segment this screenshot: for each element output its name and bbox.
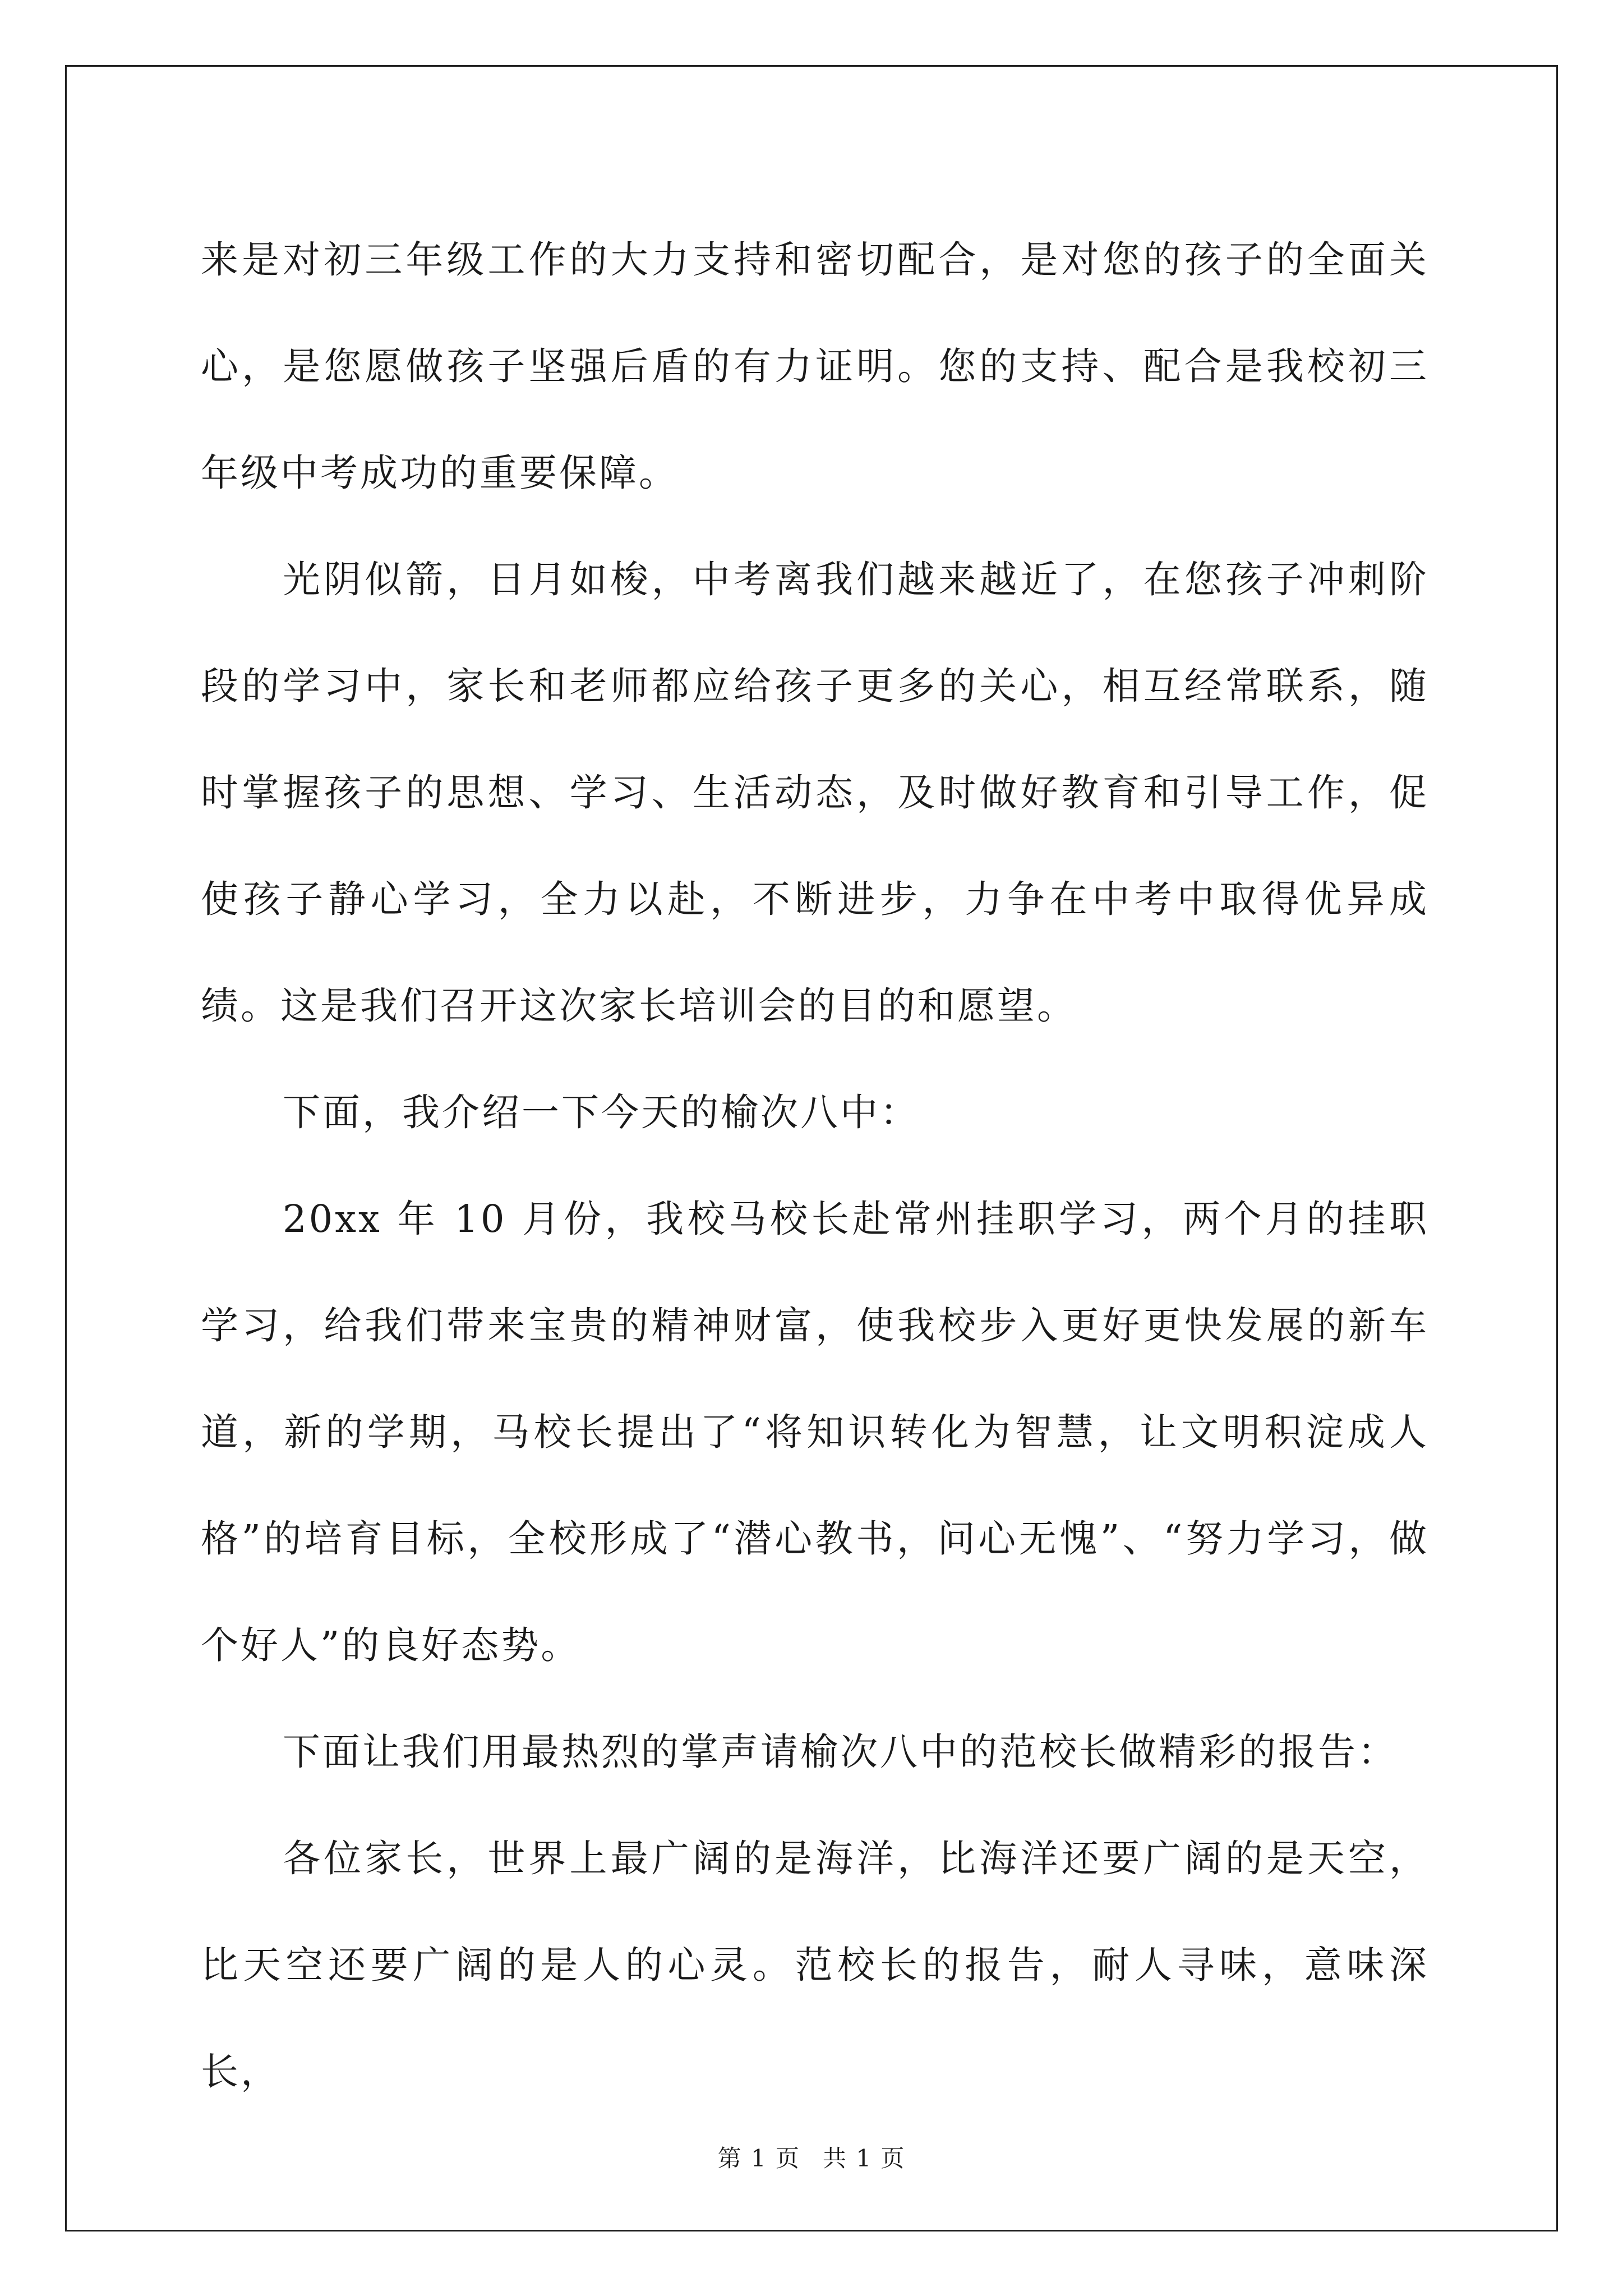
page-number: 第 1 页 [717,2145,800,2172]
document-body [201,206,1429,2125]
paragraph-3: 下面，我介绍一下今天的榆次八中： [283,1091,920,1134]
page-total: 共 1 页 [823,2145,906,2172]
paragraph-6: 各位家长，世界上最广阔的是海洋，比海洋还要广阔的是天空，比天空还要广阔的是人的心灵。范校长的报告，耐人寻味，意味深长， [201,1837,1429,2093]
paragraph-2: 光阴似箭，日月如梭，中考离我们越来越近了，在您孩子冲刺阶段的学习中，家长和老师都应给孩子更多的关心，相互经常联系，随时掌握孩子的思想、学习、生活动态，及时做好教育和引导工作，促使孩子静心学习，全力以赴，不断进步，力争在中考中取得优异成绩。这是我们召开这次家长培训会的目的和愿望。 [201,558,1429,1028]
page-footer [0,2142,1623,2175]
paragraph-4: 20xx 年 10 月份，我校马校长赴常州挂职学习，两个月的挂职学习，给我们带来宝贵的精神财富，使我校步入更好更快发展的新车道，新的学期，马校长提出了“将知识转化为智慧，让文明积淀成人格”的培育目标，全校形成了“潜心教书，问心无愧”、“努力学习，做个好人”的良好态势。 [201,1197,1429,1667]
paragraph-1: 来是对初三年级工作的大力支持和密切配合，是对您的孩子的全面关心，是您愿做孩子坚强后盾的有力证明。您的支持、配合是我校初三年级中考成功的重要保障。 [201,238,1429,495]
paragraph-5: 下面让我们用最热烈的掌声请榆次八中的范校长做精彩的报告： [283,1730,1398,1774]
